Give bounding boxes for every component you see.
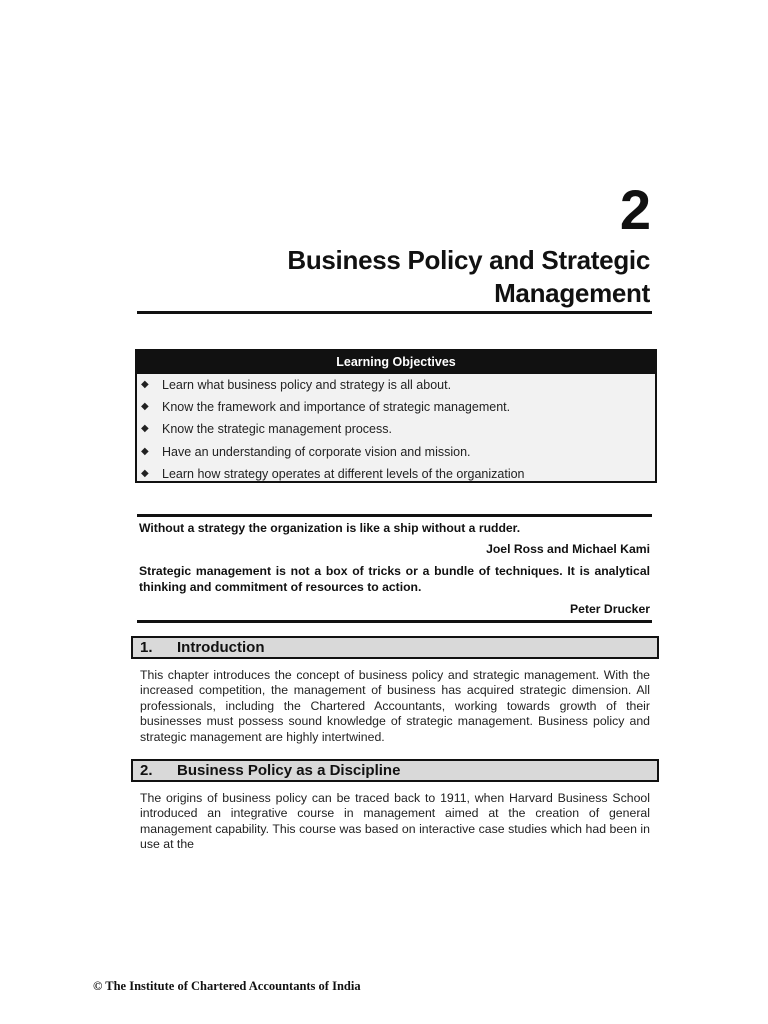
objective-item <box>137 418 655 440</box>
chapter-number: 2 <box>619 178 650 241</box>
footer-copyright: © The Institute of Chartered Accountants of India <box>93 979 361 993</box>
section-number: 1. <box>140 639 153 656</box>
objective-text: Learn how strategy operates at different levels of the organization <box>162 466 525 481</box>
title-rule <box>137 311 652 314</box>
objective-item <box>137 396 655 418</box>
learning-objectives-box <box>135 349 657 483</box>
chapter-title-line-1: Business Policy and Strategic <box>287 245 650 275</box>
section-number: 2. <box>140 762 153 779</box>
diamond-bullet-icon: ◆ <box>141 401 149 413</box>
learning-objectives-header: Learning Objectives <box>137 351 655 374</box>
objective-text: Learn what business policy and strategy is all about. <box>162 378 452 392</box>
objective-item <box>137 374 655 396</box>
section-title: Introduction <box>177 639 265 656</box>
section-heading-introduction <box>131 636 659 659</box>
section-body-business-policy: The origins of business policy can be traced back to 1911, when Harvard Business School introduced an integrative course in management aimed at the creation of general management capability. This course was based on interactive case studies which had been in use at the <box>140 791 650 852</box>
objective-item <box>137 463 655 485</box>
objective-text: Have an understanding of corporate vision and mission. <box>162 444 471 459</box>
diamond-bullet-icon: ◆ <box>141 445 149 457</box>
section-title: Business Policy as a Discipline <box>177 762 401 779</box>
quotes-block <box>137 514 652 623</box>
objective-text: Know the strategic management process. <box>162 422 392 437</box>
quote-author: Peter Drucker <box>570 602 650 616</box>
diamond-bullet-icon: ◆ <box>141 467 149 479</box>
objective-text: Know the framework and importance of strategic management. <box>162 400 511 415</box>
section-heading-business-policy <box>131 759 659 782</box>
objective-item <box>137 441 655 463</box>
quote-author: Joel Ross and Michael Kami <box>486 542 650 556</box>
quote-text: Strategic management is not a box of tricks or a bundle of techniques. It is analytical thinking and commitment of resources to action. <box>139 564 650 594</box>
quote-text: Without a strategy the organization is like a ship without a rudder. <box>139 521 521 535</box>
chapter-title-line-2: Management <box>494 278 650 308</box>
diamond-bullet-icon: ◆ <box>141 379 149 390</box>
learning-objectives-list <box>137 374 655 485</box>
chapter-title <box>130 244 650 310</box>
diamond-bullet-icon: ◆ <box>141 423 149 435</box>
section-body-introduction: This chapter introduces the concept of business policy and strategic management. With the increased competition, the management of business has acquired strategic dimension. All professionals, including the Chartered Accountants, working towards growth of their businesses must possess sound knowledge of strategic management. Business policy and strategic management are highly intertwined. <box>140 668 650 744</box>
